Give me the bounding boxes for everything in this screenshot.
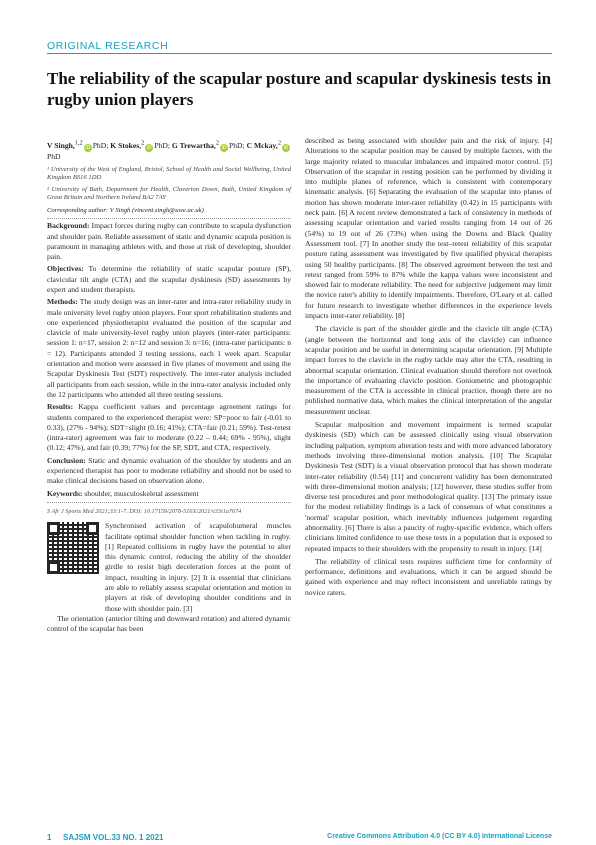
citation[interactable]: S Afr J Sports Med 2021;33:1-7. DOI: 10.17159/2078-516X/2021/v33i1a7674 <box>47 507 242 515</box>
author[interactable]: C Mckay,$^2$iDPhD <box>47 139 289 161</box>
abstract-conclusion: Conclusion: Static and dynamic evaluation of the shoulder by students and an experienced therapist has poor to moderate reliability and should not be used to make clinical decisions based on observation alone. <box>47 455 291 486</box>
body-paragraph: Synchronised activation of scapulohumeral muscles facilitate optimal shoulder function when tackling in rugby. [1] Repeated collisions in rugby have the potential to alter this dynamic control, reducing the ability of the shoulder girdle to resist high deceleration forces at the point of impact, resulting in injury. [2] It is essential that clinicians are able to reliably assess scapular orientation and motion in players at risk of developing shoulder conditions and in those with shoulder pain. [3] <box>105 521 291 613</box>
section-label: ORIGINAL RESEARCH <box>47 40 169 52</box>
author[interactable]: K Stokes,$^2$iD PhD; <box>110 139 170 151</box>
author-list <box>47 138 291 162</box>
journal-issue: SAJSM VOL.33 NO. 1 2021 <box>63 833 164 842</box>
article-title: The reliability of the scapular posture and scapular dyskinesis tests in rugby union players <box>47 69 552 109</box>
qr-code-icon[interactable] <box>47 522 99 574</box>
left-column <box>47 138 291 637</box>
intro-block <box>47 521 291 614</box>
affiliation: ² University of Bath, Department for Health, Claverton Down, Bath, United Kingdom of Great Britain and Northern Ireland BA2 7AY <box>47 185 291 202</box>
page-footer <box>47 833 552 845</box>
author[interactable]: G Trewartha,$^2$iD PhD; <box>171 139 245 151</box>
right-column <box>305 136 552 601</box>
abstract-results: Results: Kappa coefficient values and percentage agreement ratings for students compared to the experienced therapist were: SP=poor to fair (-0.01 to 0.33), (27% - 94%); SDT=slight (0.16; 41%); CTA=fair (0.21; 59%). Test-retest (intra-rater) agreement was fair to moderate (0.22 – 0.44; 69% - 95%), slight (0.12; 47%), and fair (0.39; 77%) for the SP, SDT, and CTA, respectively. <box>47 402 291 453</box>
section-divider <box>47 53 552 54</box>
abstract-objectives: Objectives: To determine the reliability of static scapular posture (SP), clavicular tilt angle (CTA) and the scapular dyskinesis (SD) assessments by expert and student therapists. <box>47 264 291 294</box>
orcid-icon[interactable]: iD <box>146 144 152 151</box>
corresponding-author[interactable]: Corresponding author: V Singh (vincent.singh@uwe.ac.uk) <box>47 206 204 214</box>
affiliation: ¹ University of the West of England, Bristol, School of Health and Social Wellbeing, United Kingdom BS16 1DD <box>47 165 291 182</box>
orcid-icon[interactable]: iD <box>283 144 289 151</box>
keywords: Keywords: shoulder, musculoskeletal assessment <box>47 488 199 498</box>
license-link[interactable]: Creative Commons Attribution 4.0 (CC BY 4.0) International License <box>327 833 552 840</box>
body-paragraph: described as being associated with shoulder pain and the risk of injury. [4] Alterations to the scapular position may be caused by multiple factors, with the large majority related to muscular imbalances and impaired motor control. [5] Observation of the scapular in resting position can be performed by dividing it into multiple planes of reference, which is consistent with contemporary kinematic analysis. [6] Separating the evaluation of the scapular into planes of motion has shown moderate inter-rater reliability (0.42) in 15 participants with neck pain. [6] A recent review demonstrated a lack of consistency in methods of assessing scapular orientation and varied results ranging from 14 out of 26 (54%) to 19 out of 26 (73%) when using the Downs and Black Quality Assessment tool. [7] In another study the test–retest reliability of this scapular posture rating assessment was investigated by five qualified physical therapists using 50 healthy participants. [8] The observed agreement between the test and retest ranged from 59% to 87% while the kappa values were inconsistent and showed fair to moderate reliability. The need for subjective judgement may limit the novice rater's ability to identify impairments. Therefore, O'Leary et al. called for future research to investigate whether differences in the experience levels impacts inter-rater reliability. [8] <box>305 136 552 321</box>
body-paragraph: Scapular malposition and movement impairment is termed scapular dyskinesis (SD) which can be assessed clinically using visual observation including palpation, symptom alteration tests and with more advanced laboratory methods involving three-dimensional motion analysis. [10] The Scapular Dyskinesis Test (SDT) is a visual observation protocol that has shown moderate inter-rater reliability (0.54) [11] and concurrent validity has been demonstrated with three-dimensional motion analysis; [12] however, these studies suffer from diverse test procedures and poor methodological quality. [13] The primary issue for the modest reliability findings is a lack of consensus of what constitutes a 'normal' scapular position, which inevitably influences judgement regarding abnormality. [6] There is also a paucity of rugby-specific evidence, which offers clinicians limited confidence to use these tests in a population that is exposed to repeated impacts to their shoulders with the propensity to result in injury. [14] <box>305 420 552 553</box>
orcid-icon[interactable]: iD <box>85 144 91 151</box>
body-paragraph: The clavicle is part of the shoulder girdle and the clavicle tilt angle (CTA) (angle between the horizontal and long axis of the clavicle) can influence scapular position and be useful in determining scapular orientation. [9] Multiple impact forces to the clavicle in the rugby tackle may alter the CTA, resulting in abnormal scapular orientation. Clinical evaluation should therefore not overlook the importance of evaluating clavicle position. Goniometric and photographic measurement of the CTA is accessible in clinical practice, though there are no published normative data, which makes the clinical interpretation of the angular measurement unclear. <box>305 324 552 416</box>
abstract-background: Background: Impact forces during rugby can contribute to scapula dysfunction and shoulder pain. Reliable assessment of static and dynamic scapula position is paramount in managing athletes with, and those at risk of developing, shoulder pain. <box>47 221 291 262</box>
orcid-icon[interactable]: iD <box>221 144 227 151</box>
abstract-methods: Methods: The study design was an inter-rater and intra-rater reliability study in male university level rugby union players. Four sport rehabilitation students and one experienced physiotherapist evaluated the position of the scapular and clavicle of male university-level rugby union players (inter-rater participants: session 1: n=17, session 2: n=12 and session 3: n=16; (intra-rater participants: n = 12). Participants attended 3 testing sessions, each 1 week apart. Scapular orientation and motion were assessed in five planes of movement and using the Scapular Dyskinesis Test (SDT) respectively. The inter-rater analysis included all participants from each session, while in the intra-rater analysis included only the 12 participants who attended all three testing sessions. <box>47 297 291 399</box>
body-paragraph: The reliability of clinical tests requires sufficient time for conformity of performance, definitions and evaluations, which it can be argued should be gained with experience and may reflect inconsistent and unreliable ratings by novice raters. <box>305 556 552 597</box>
body-paragraph: The orientation (anterior tilting and downward rotation) and altered dynamic control of the scapular has been <box>47 613 291 634</box>
author[interactable]: V Singh,$^{1,2}$iD PhD; <box>47 139 109 151</box>
page-number: 1 <box>47 833 52 842</box>
abstract <box>47 218 291 503</box>
